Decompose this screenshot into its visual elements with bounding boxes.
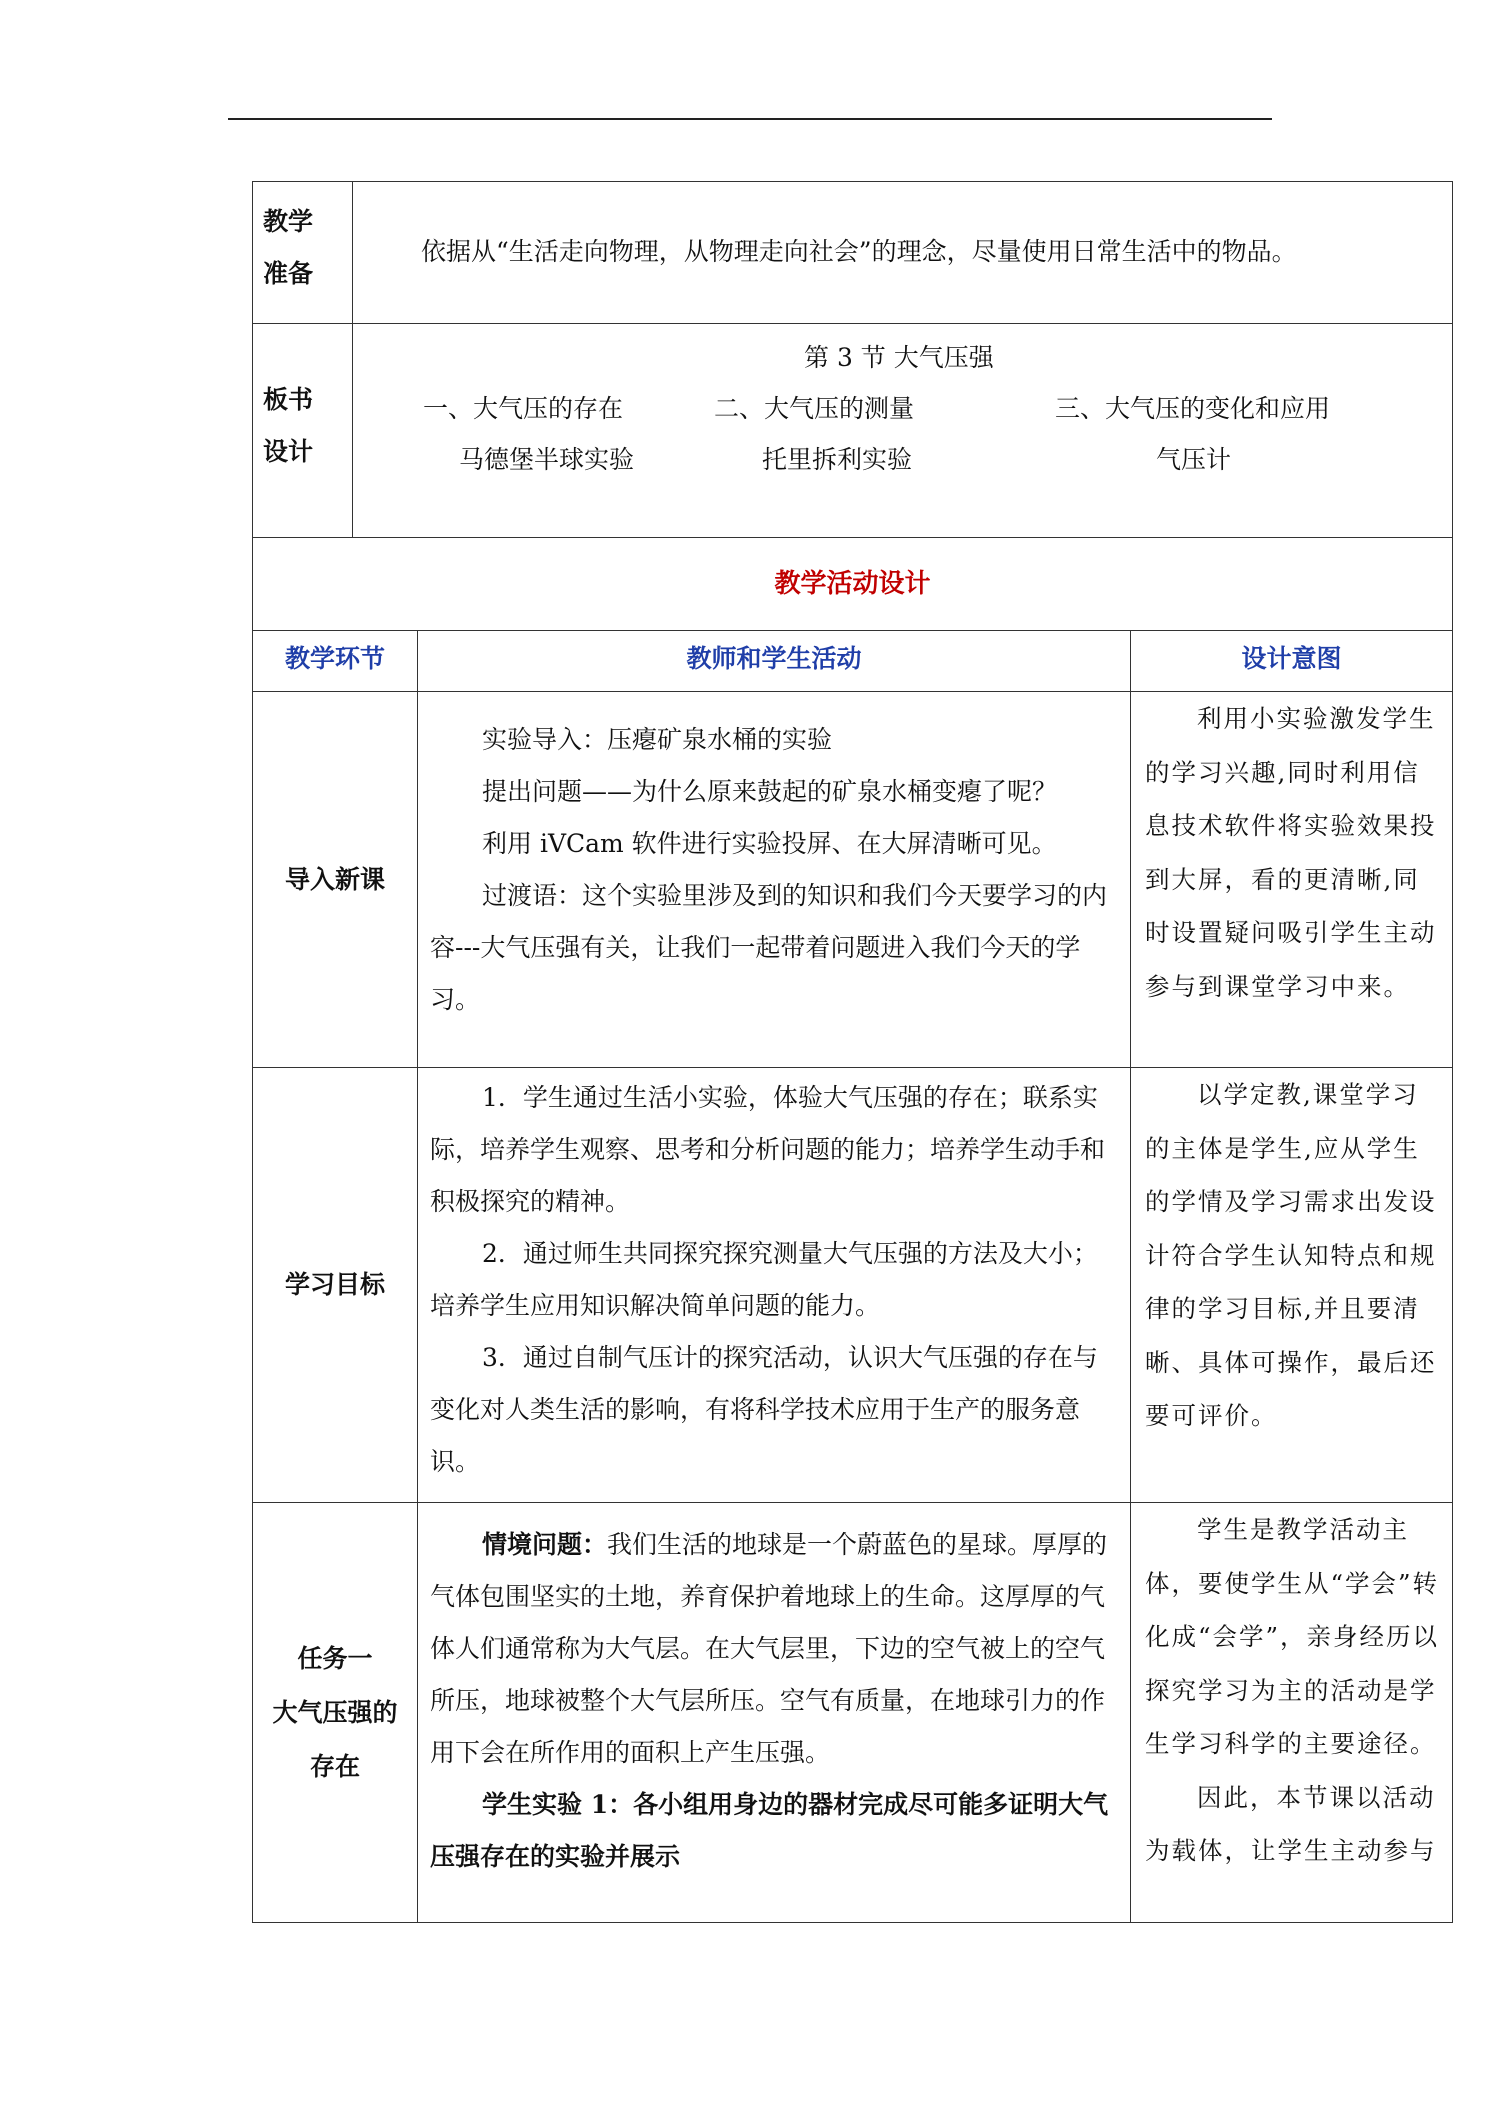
column-header-row: [253, 631, 1453, 692]
activity-title: 教学活动设计: [253, 538, 1453, 631]
board-label: 板书 设计: [253, 324, 353, 538]
board-sub-3: 气压计: [1156, 445, 1232, 474]
prep-row: [253, 182, 1453, 324]
activity-cell: 1．学生通过生活小实验，体验大气压强的存在；联系实际，培养学生观察、思考和分析问题的能力；培养学生动手和积极探究的精神。 2．通过师生共同探究探究测量大气压强的方法及大小；培养学生应用知识解决简单问题的能力。 3．通过自制气压计的探究活动，认识大气压强的存在与变化对人类生活的影响，有将科学技术应用于生产的服务意识。: [418, 1068, 1131, 1503]
board-content: [353, 324, 1453, 538]
table-row: [253, 1068, 1453, 1503]
lesson-plan-table: [252, 181, 1453, 1923]
activity-title-row: [253, 538, 1453, 631]
table-row: [253, 1503, 1453, 1923]
board-heading-3: 三、大气压的变化和应用: [1055, 394, 1331, 423]
activity-cell: [418, 1503, 1131, 1923]
student-experiment: 学生实验 1：各小组用身边的器材完成尽可能多证明大气压强存在的实验并展示: [430, 1790, 1109, 1871]
stage-cell: 学习目标: [253, 1068, 418, 1503]
intent-cell: 以学定教,课堂学习的主体是学生,应从学生的学情及学习需求出发设计符合学生认知特点和规律的学习目标,并且要清晰、具体可操作，最后还要可评价。: [1131, 1068, 1453, 1503]
activity-cell: 实验导入：压瘪矿泉水桶的实验 提出问题——为什么原来鼓起的矿泉水桶变瘪了呢？ 利用 iVCam 软件进行实验投屏、在大屏清晰可见。 过渡语：这个实验里涉及到的知识和我们今天要学习的内容---大气压强有关，让我们一起带着问题进入我们今天的学习。: [418, 692, 1131, 1068]
prep-text: 依据从“生活走向物理，从物理走向社会”的理念，尽量使用日常生活中的物品。: [353, 182, 1453, 324]
col-header-stage: 教学环节: [253, 631, 418, 692]
stage-cell: 导入新课: [253, 692, 418, 1068]
scenario-text: 我们生活的地球是一个蔚蓝色的星球。厚厚的气体包围坚实的土地，养育保护着地球上的生命。这厚厚的气体人们通常称为大气层。在大气层里，下边的空气被上的空气所压，地球被整个大气层所压。空气有质量，在地球引力的作用下会在所作用的面积上产生压强。: [430, 1530, 1108, 1767]
intent-cell: 学生是教学活动主体，要使学生从“学会”转化成“会学”，亲身经历以探究学习为主的活动是学生学习科学的主要途径。 因此，本节课以活动为载体，让学生主动参与: [1131, 1503, 1453, 1923]
header-rule: [228, 118, 1272, 120]
board-heading-1: 一、大气压的存在: [423, 394, 624, 423]
stage-cell: 任务一 大气压强的 存在: [253, 1503, 418, 1923]
intent-cell: 利用小实验激发学生的学习兴趣,同时利用信息技术软件将实验效果投到大屏，看的更清晰,同时设置疑问吸引学生主动参与到课堂学习中来。: [1131, 692, 1453, 1068]
scenario-lead: 情境问题：: [482, 1530, 608, 1559]
prep-label: 教学 准备: [253, 182, 353, 324]
board-heading-2: 二、大气压的测量: [714, 394, 915, 423]
board-row: [253, 324, 1453, 538]
col-header-activities: 教师和学生活动: [418, 631, 1131, 692]
col-header-intent: 设计意图: [1131, 631, 1453, 692]
board-sub-1: 马德堡半球实验: [459, 445, 635, 474]
board-title: 第 3 节 大气压强: [804, 343, 994, 372]
board-sub-2: 托里拆利实验: [762, 445, 913, 474]
table-row: [253, 692, 1453, 1068]
